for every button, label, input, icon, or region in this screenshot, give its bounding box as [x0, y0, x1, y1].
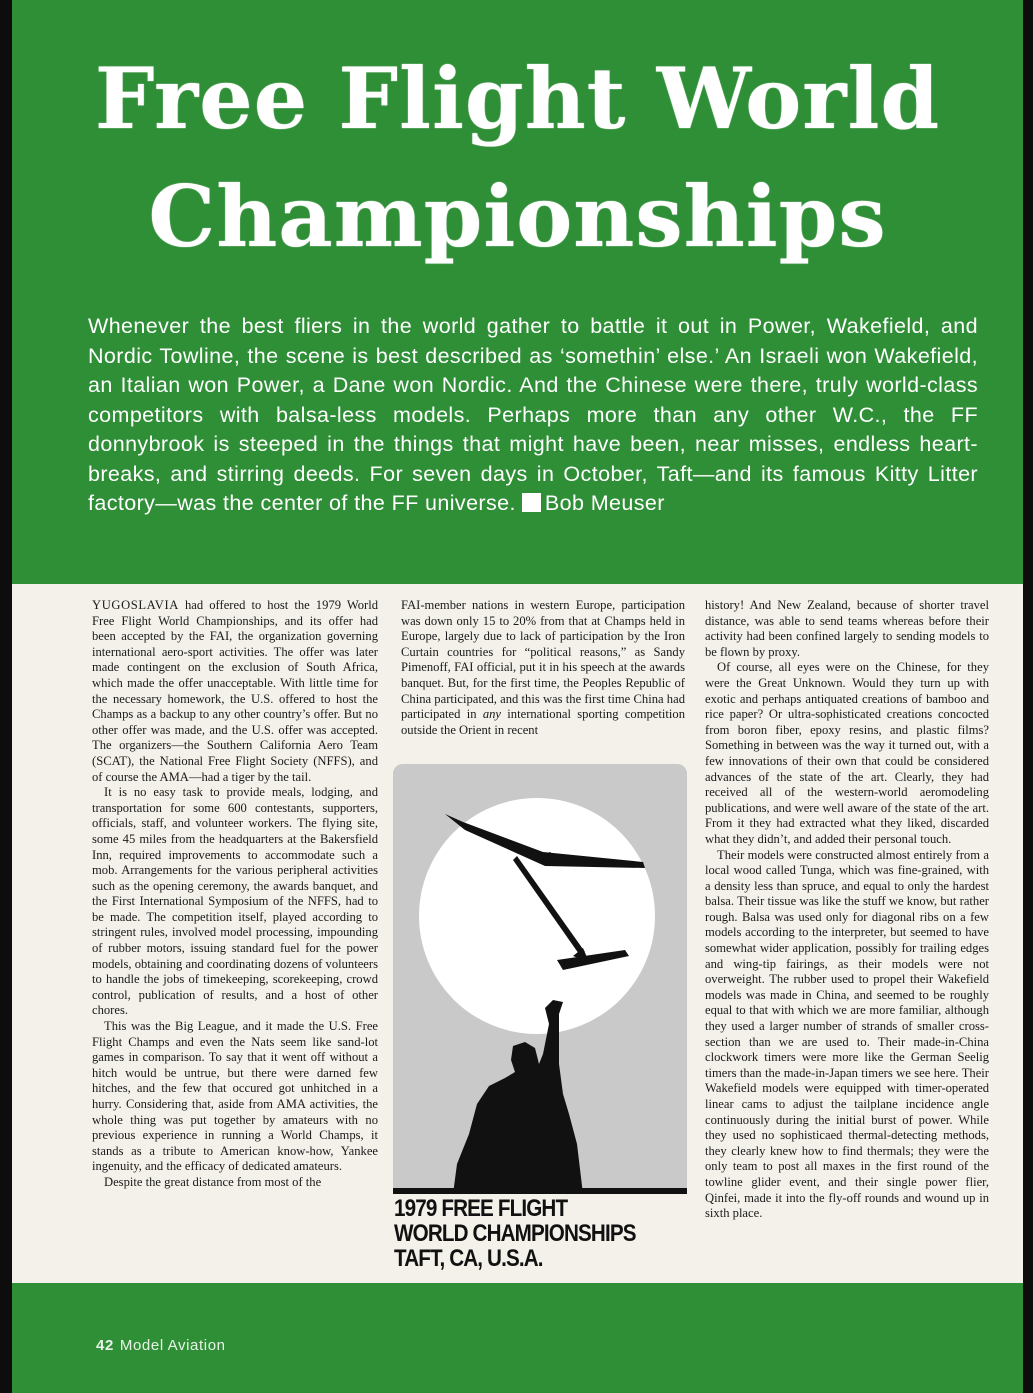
paragraph: Of course, all eyes were on the Chinese, for they were the Great Unknown. Would they turn up with exotic and perhaps antiquated creations of bamboo and rice paper? Or ultra-sophisticated creations concocted from boron fiber, epoxy resins, and plastic films? Something in between was the way it turned out, with a few innovations of their own that could be considered advances of the state of the art. Clearly, they had received all of the western-world aeromodeling publications, and were well aware of the state of the art. From it they had extracted what they liked, discarded what they didn’t, and added their personal touch. [705, 660, 989, 846]
paragraph: history! And New Zealand, because of shorter travel distance, was able to send teams whereas before their activity had been confined largely to sending models to be flown by proxy. [705, 598, 989, 659]
article-title [12, 40, 1023, 276]
caption-line: 1979 FREE FLIGHT [394, 1195, 568, 1222]
text-column-2 [401, 598, 685, 738]
sun-icon [419, 798, 655, 1034]
text-column-1 [92, 598, 378, 1191]
poster-caption [394, 1196, 694, 1271]
text-column-3 [705, 598, 989, 1222]
byline: Bob Meuser [544, 491, 665, 515]
paragraph-text: had offered to host the 1979 World Free Flight World Championships, and its offer had been accepted by the FAI, the organization governing international aero-sport activities. The offer was later made contingent on the exclusion of South Africa, which made the offer unacceptable. With little time for the necessary homework, the U.S. offered to host the Champs as a backup to any other country’s offer. But no other offer was made, and the U.S. offer was accepted. The organizers—the Southern California Aero Team (SCAT), the National Free Flight Society (NFFS), and of course the AMA—had a tiger by the tail. [92, 598, 378, 784]
paragraph: This was the Big League, and it made the U.S. Free Flight Champs and even the Nats seem like sand-lot games in comparison. To say that it went off without a hitch would be untrue, but there were darned few hitches, and the few that occured got unhitched in a hurry. Considering that, aside from AMA activities, the whole thing was put together by amateurs with no previous experience in running a World Champs, it stands as a tribute to American know-how, Yankee ingenuity, and the efficacy of dedicated amateurs. [92, 1019, 378, 1174]
page-number: 42 [96, 1337, 114, 1354]
championship-poster-image [393, 764, 687, 1194]
caption-line: WORLD CHAMPIONSHIPS [394, 1220, 636, 1247]
intro-paragraph [88, 312, 978, 519]
emphasis: any [482, 707, 502, 722]
title-line-1: Free Flight World [94, 49, 941, 148]
intro-text: Whenever the best fliers in the world gather to battle it out in Power, Wakefield, and Nordic Towline, the scene is best described as ‘somethin’ else.’ An Israeli won Wakefield, an Italian won Power, a Dane won Nordic. And the Chinese were there, truly world-class competitors with balsa-less models. Perhaps more than any other W.C., the FF donnybrook is steeped in the things that might have been, near misses, endless heart-breaks, and stirring deeds. For seven days in October, Taft—and its famous Kitty Litter factory—was the center of the FF universe. [88, 314, 978, 515]
paragraph [92, 598, 378, 785]
paragraph: It is no easy task to provide meals, lodging, and transportation for some 600 contestants, supporters, officials, staff, and volunteer workers. The flying site, some 45 miles from the headquarters at the Bakersfield Inn, required improvements to accommodate such a mob. Arrangements for the various peripheral activities such as the opening ceremony, the awards banquet, and the First International Symposium of the NFFS, had to be made. The competition itself, played according to stringent rules, involved model processing, impounding of rubber motors, issuing standard fuel for the power models, obtaining and coordinating dozens of volunteers to handle the jobs of timekeeping, scorekeeping, crowd control, publication of results, and a host of other chores. [92, 785, 378, 1018]
paragraph-text: FAI-member nations in western Europe, participation was down only 15 to 20% from that at Champs held in Europe, largely due to lack of participation by the Iron Curtain countries for “political reasons,” as Sandy Pimenoff, FAI official, put it in his speech at the awards banquet. But, for the first time, the Peoples Republic of China participated, and this was the first time China had participated in [401, 598, 685, 722]
lead-word: YUGOSLAVIA [92, 598, 179, 612]
paragraph: Their models were constructed almost entirely from a local wood called Tunga, which was fine-grained, with a density less than spruce, and equal to only the hardest balsa. Their tissue was like the stuff we know, but rather rough. Balsa was used only for diagonal ribs on a few models according to the interpreter, but seemed to have somewhat wider application, possibly for trailing edges and wing-tip fairings, as their models were not overweight. The rubber used to propel their Wakefield models was made in China, and seemed to be roughly equal to that with which we are more familiar, although they used a larger number of strands of smaller cross-section than we are used to. Their made-in-China clockwork timers were more like the German Seelig timers than the made-in-Japan timers we see here. Their Wakefield models were equipped with timer-operated linear cams to adjust the tailplane incidence angle continuously during the initial burst of power. While they used no sophisticaed thermal-detecting methods, they clearly knew how to find thermals; they were the only team to post all maxes in the first round of the towline glider event, and their single power flier, Qinfei, made it into the fly-off rounds and wound up in sixth place. [705, 847, 989, 1221]
magazine-name: Model Aviation [119, 1337, 226, 1354]
paragraph-text: international sporting competition outside the Orient in recent [401, 707, 685, 737]
header-banner [12, 0, 1023, 584]
caption-line: TAFT, CA, U.S.A. [394, 1245, 543, 1272]
title-line-2: Championships [148, 167, 887, 266]
magazine-page [12, 0, 1023, 1393]
paragraph [401, 598, 685, 738]
folio [96, 1337, 226, 1354]
end-mark-icon [522, 493, 541, 512]
poster-illustration [393, 764, 687, 1194]
paragraph: Despite the great distance from most of the [104, 1174, 322, 1189]
